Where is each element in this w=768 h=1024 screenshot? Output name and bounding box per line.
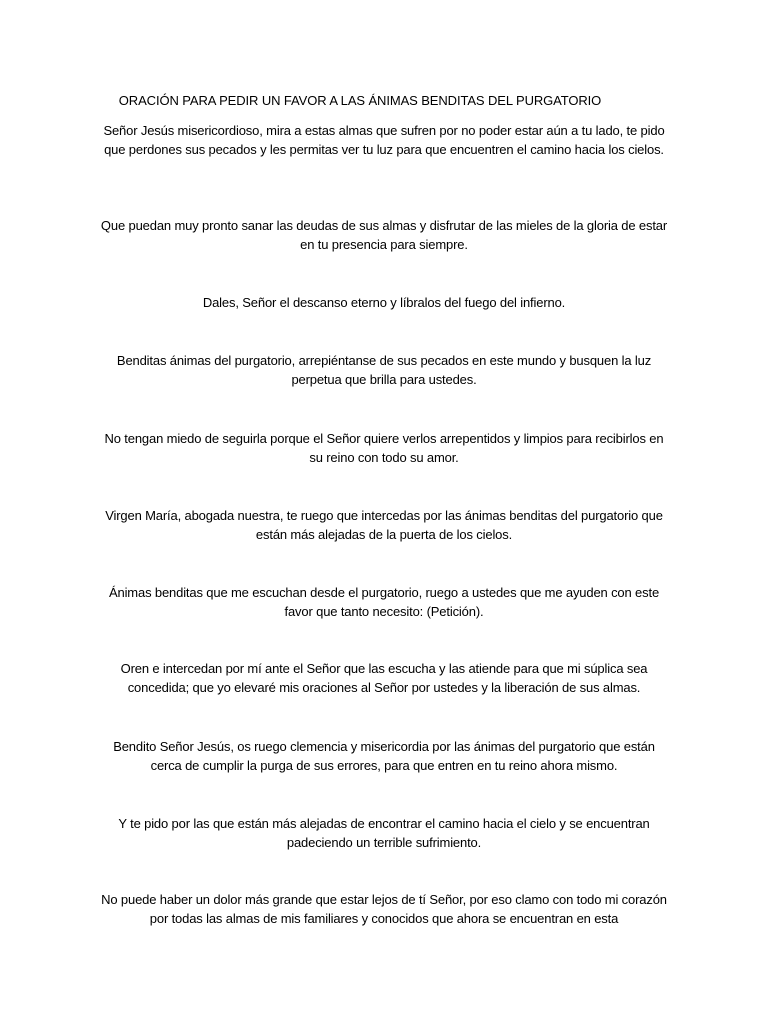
prayer-paragraph: Bendito Señor Jesús, os ruego clemencia y misericordia por las ánimas del purgatorio que están cerca de cumplir la purga de sus errores, para que entren en tu reino ahora mismo. bbox=[113, 739, 655, 773]
prayer-paragraph: Ánimas benditas que me escuchan desde el purgatorio, ruego a ustedes que me ayuden con este favor que tanto necesito: (Petición). bbox=[108, 585, 660, 619]
document-title: ORACIÓN PARA PEDIR UN FAVOR A LAS ÁNIMAS BENDITAS DEL PURGATORIO bbox=[118, 93, 602, 108]
prayer-paragraph: Oren e intercedan por mí ante el Señor que las escucha y las atiende para que mi súplica sea concedida; que yo elevaré mis oraciones al Señor por ustedes y la liberación de sus almas. bbox=[120, 661, 648, 695]
prayer-paragraph: Virgen María, abogada nuestra, te ruego que intercedas por las ánimas benditas del purgatorio que están más alejadas de la puerta de los cielos. bbox=[105, 508, 663, 542]
prayer-paragraph: No tengan miedo de seguirla porque el Señor quiere verlos arrepentidos y limpios para recibirlos en su reino con todo su amor. bbox=[104, 431, 664, 465]
prayer-paragraph: Benditas ánimas del purgatorio, arrepiéntanse de sus pecados en este mundo y busquen la luz perpetua que brilla para ustedes. bbox=[116, 353, 652, 387]
prayer-paragraph: Señor Jesús misericordioso, mira a estas almas que sufren por no poder estar aún a tu lado, te pido que perdones sus pecados y les permitas ver tu luz para que encuentren el camino hacia los cielos. bbox=[103, 123, 665, 157]
prayer-paragraph: No puede haber un dolor más grande que estar lejos de tí Señor, por eso clamo con todo mi corazón por todas las almas de mis familiares y conocidos que ahora se encuentran en esta bbox=[101, 892, 667, 926]
prayer-paragraph: Que puedan muy pronto sanar las deudas de sus almas y disfrutar de las mieles de la gloria de estar en tu presencia para siempre. bbox=[100, 218, 668, 252]
prayer-paragraph: Y te pido por las que están más alejadas de encontrar el camino hacia el cielo y se encuentran padeciendo un terrible sufrimiento. bbox=[118, 816, 650, 850]
prayer-paragraph: Dales, Señor el descanso eterno y líbralos del fuego del infierno. bbox=[202, 295, 566, 310]
